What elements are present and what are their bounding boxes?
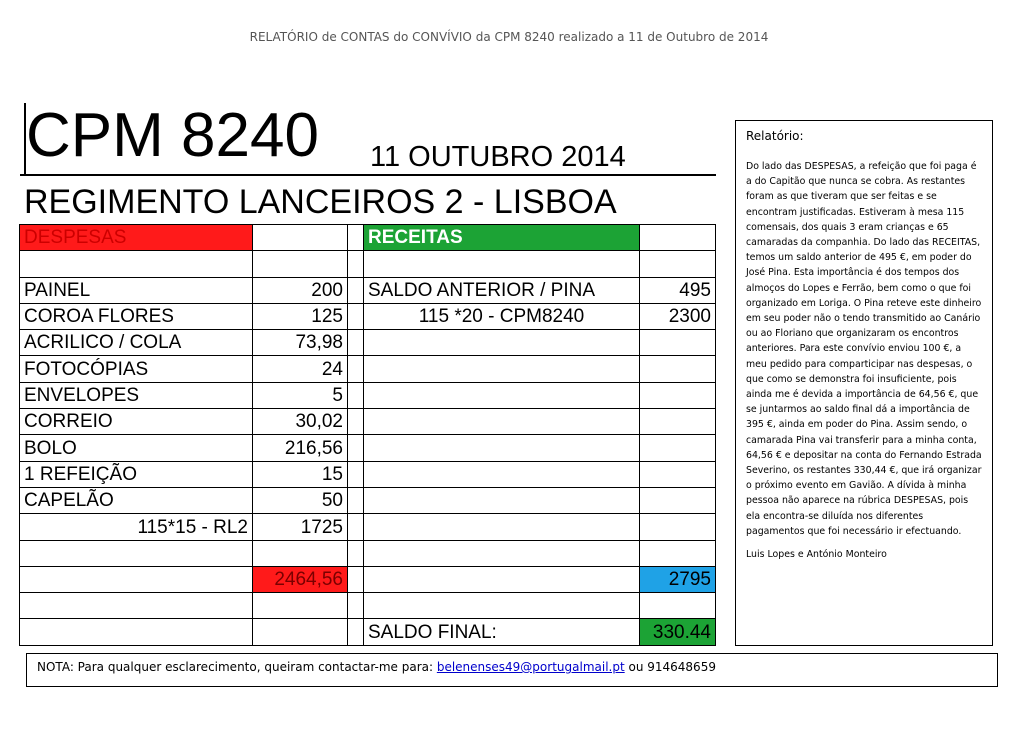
note-text: NOTA: Para qualquer esclarecimento, queiram contactar-me para: bbox=[37, 660, 437, 674]
table-row bbox=[20, 382, 716, 408]
expense-value: 30,02 bbox=[253, 409, 348, 435]
table-row bbox=[20, 514, 716, 540]
income-value: 495 bbox=[640, 277, 716, 303]
expense-value: 50 bbox=[253, 487, 348, 513]
table-row bbox=[20, 409, 716, 435]
table-row bbox=[20, 435, 716, 461]
expense-value: 15 bbox=[253, 461, 348, 487]
expense-value: 200 bbox=[253, 277, 348, 303]
receitas-total: 2795 bbox=[640, 566, 716, 592]
expense-value: 5 bbox=[253, 382, 348, 408]
table-row bbox=[20, 277, 716, 303]
expense-label: COROA FLORES bbox=[20, 303, 253, 329]
table-row bbox=[20, 251, 716, 277]
expense-label: CAPELÃO bbox=[20, 487, 253, 513]
income-label: SALDO ANTERIOR / PINA bbox=[364, 277, 640, 303]
table-row bbox=[20, 540, 716, 566]
expense-value: 24 bbox=[253, 356, 348, 382]
note-box bbox=[26, 653, 998, 687]
table-row bbox=[20, 619, 716, 645]
report-header-title: RELATÓRIO de CONTAS do CONVÍVIO da CPM 8240 realizado a 11 de Outubro de 2014 bbox=[249, 30, 769, 44]
report-signature: Luis Lopes e António Monteiro bbox=[746, 549, 887, 561]
expense-label: FOTOCÓPIAS bbox=[20, 356, 253, 382]
expense-value: 1725 bbox=[253, 514, 348, 540]
saldo-final-value: 330.44 bbox=[640, 619, 716, 645]
despesas-heading: DESPESAS bbox=[20, 225, 253, 251]
regiment-title: REGIMENTO LANCEIROS 2 - LISBOA bbox=[24, 183, 617, 221]
table-row bbox=[20, 593, 716, 619]
table-row bbox=[20, 487, 716, 513]
event-date: 11 OUTUBRO 2014 bbox=[370, 141, 626, 173]
table-row bbox=[20, 356, 716, 382]
company-title: CPM 8240 bbox=[26, 101, 319, 170]
table-row bbox=[20, 225, 716, 251]
table-row bbox=[20, 330, 716, 356]
income-value: 2300 bbox=[640, 303, 716, 329]
table-row bbox=[20, 303, 716, 329]
expense-label: 115*15 - RL2 bbox=[20, 514, 253, 540]
expense-value: 73,98 bbox=[253, 330, 348, 356]
expense-value: 125 bbox=[253, 303, 348, 329]
email-link[interactable]: belenenses49@portugalmail.pt bbox=[436, 660, 625, 674]
expense-label: ENVELOPES bbox=[20, 382, 253, 408]
table-row bbox=[20, 566, 716, 592]
despesas-total: 2464,56 bbox=[253, 566, 348, 592]
expense-label: CORREIO bbox=[20, 409, 253, 435]
saldo-final-label: SALDO FINAL: bbox=[364, 619, 640, 645]
divider bbox=[20, 174, 716, 176]
receitas-heading: RECEITAS bbox=[364, 225, 640, 251]
expense-label: BOLO bbox=[20, 435, 253, 461]
report-title: Relatório: bbox=[746, 129, 804, 143]
table-row bbox=[20, 461, 716, 487]
expense-value: 216,56 bbox=[253, 435, 348, 461]
report-box bbox=[735, 120, 993, 646]
note-phone: ou 914648659 bbox=[624, 660, 716, 674]
report-body: Do lado das DESPESAS, a refeição que foi paga é a do Capitão que nunca se cobra. As restantes foram as que tiveram que ser feitas e se encontram justificadas. Estiveram à mesa 115 comensais, dos quais 3 eram crianças e 65 camaradas da companhia. Do lado das RECEITAS, temos um saldo anterior de 495 €, em poder do José Pina. Esta importância é dos tempos dos almoços do Lopes e Ferrão, bem como o que foi organizado em Loriga. O Pina reteve este dinheiro em seu poder não o tendo transmitido ao Canário ou ao Floriano que organizaram os encontros anteriores. Para este convívio enviou 100 €, a meu pedido para comparticipar nas despesas, o que como se demonstra foi insuficiente, pois ainda me é devida a importância de 64,56 €, que se juntarmos ao saldo final dá a importância de 395 €, ainda em poder do Pina. Assim sendo, o camarada Pina vai transferir para a minha conta, 64,56 € e depositar na conta do Fernando Estrada Severino, os restantes 330,44 €, que irá organizar o próximo evento em Gavião. A dívida à minha pessoa não aparece na rúbrica DESPESAS, pois ela encontra-se diluída nos diferentes pagamentos que foi necessário ir efectuando. bbox=[746, 161, 982, 537]
income-label: 115 *20 - CPM8240 bbox=[364, 303, 640, 329]
accounts-table bbox=[19, 224, 716, 646]
expense-label: ACRILICO / COLA bbox=[20, 330, 253, 356]
expense-label: PAINEL bbox=[20, 277, 253, 303]
expense-label: 1 REFEIÇÃO bbox=[20, 461, 253, 487]
